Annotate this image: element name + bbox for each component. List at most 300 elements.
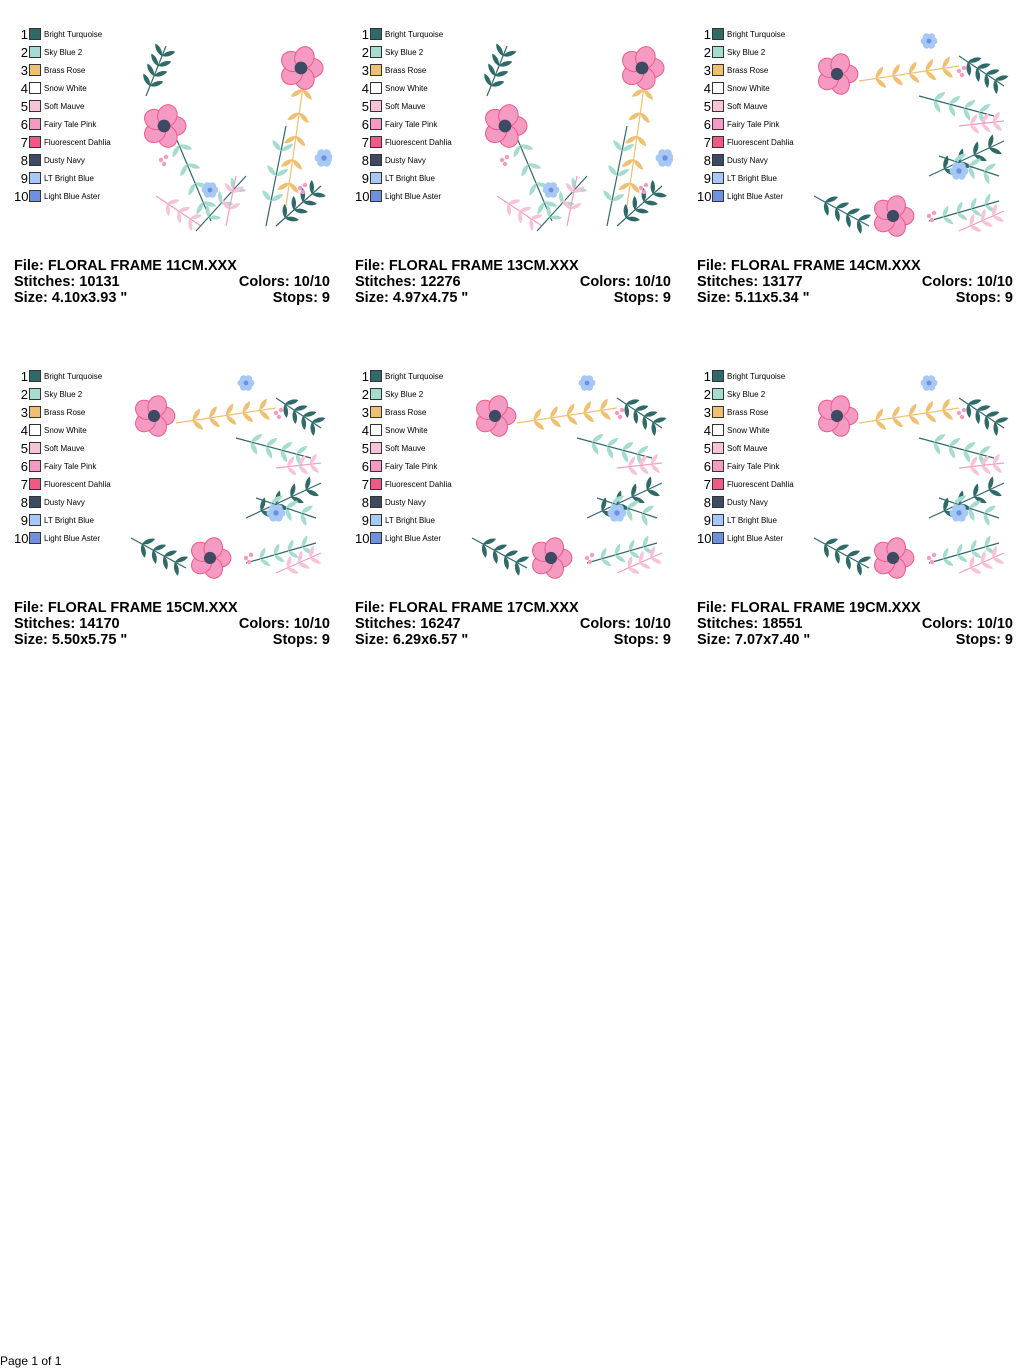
thread-color-name: Snow White <box>727 425 770 435</box>
thread-number: 2 <box>703 44 711 60</box>
thread-number: 5 <box>20 98 28 114</box>
thread-number: 10 <box>697 188 712 204</box>
color-swatch <box>712 190 724 202</box>
thread-number: 1 <box>20 368 28 384</box>
color-swatch <box>29 64 41 76</box>
color-swatch <box>712 514 724 526</box>
thread-number: 4 <box>361 422 369 438</box>
thread-number: 2 <box>361 44 369 60</box>
thread-color-row <box>14 404 85 420</box>
thread-color-row <box>14 170 94 186</box>
thread-color-name: Fairy Tale Pink <box>385 119 438 129</box>
color-swatch <box>370 154 382 166</box>
stitches-line <box>697 616 1013 632</box>
thread-color-row <box>14 422 87 438</box>
thread-color-row <box>14 368 102 384</box>
file-name: File: FLORAL FRAME 19CM.XXX <box>697 600 921 616</box>
thread-color-name: Light Blue Aster <box>727 533 784 543</box>
thread-color-row <box>355 530 441 546</box>
color-swatch <box>712 478 724 490</box>
thread-number: 2 <box>703 386 711 402</box>
file-name: File: FLORAL FRAME 13CM.XXX <box>355 258 579 274</box>
color-swatch <box>712 82 724 94</box>
thread-number: 6 <box>361 116 369 132</box>
file-line <box>14 258 330 274</box>
thread-number: 1 <box>703 368 711 384</box>
design-card <box>14 368 330 668</box>
thread-color-row <box>355 170 435 186</box>
thread-number: 2 <box>20 386 28 402</box>
thread-color-row <box>14 386 82 402</box>
stitch-count: Stitches: 12276 <box>355 274 461 290</box>
thread-color-row <box>14 116 96 132</box>
thread-number: 8 <box>361 152 369 168</box>
thread-number: 2 <box>361 386 369 402</box>
color-swatch <box>29 370 41 382</box>
design-size: Size: 4.97x4.75 " <box>355 290 469 306</box>
color-swatch <box>712 496 724 508</box>
design-preview-image <box>467 368 673 582</box>
thread-color-name: Bright Turquoise <box>44 371 103 381</box>
thread-number: 6 <box>20 458 28 474</box>
color-swatch <box>370 406 382 418</box>
color-swatch <box>712 118 724 130</box>
thread-number: 3 <box>361 62 369 78</box>
thread-number: 3 <box>361 404 369 420</box>
color-swatch <box>370 100 382 112</box>
design-preview-image <box>126 26 332 240</box>
design-card <box>14 26 330 326</box>
thread-color-row <box>14 494 85 510</box>
thread-color-name: Fluorescent Dahlia <box>727 479 794 489</box>
thread-number: 1 <box>20 26 28 42</box>
stitch-count: Stitches: 14170 <box>14 616 120 632</box>
thread-color-name: Fluorescent Dahlia <box>44 479 111 489</box>
color-swatch <box>370 460 382 472</box>
thread-color-row <box>355 476 452 492</box>
color-swatch <box>370 442 382 454</box>
color-swatch <box>29 190 41 202</box>
thread-number: 7 <box>361 476 369 492</box>
color-swatch <box>712 154 724 166</box>
color-swatch <box>370 190 382 202</box>
thread-color-name: Bright Turquoise <box>44 29 103 39</box>
file-line <box>697 258 1013 274</box>
thread-color-row <box>697 422 770 438</box>
thread-color-name: Soft Mauve <box>385 443 426 453</box>
thread-color-name: Sky Blue 2 <box>385 47 424 57</box>
design-preview-image <box>809 26 1015 240</box>
color-swatch <box>29 442 41 454</box>
thread-color-row <box>697 476 794 492</box>
thread-number: 4 <box>20 422 28 438</box>
size-line <box>14 632 330 648</box>
thread-color-row <box>697 152 768 168</box>
thread-color-name: Dusty Navy <box>727 155 768 165</box>
thread-number: 10 <box>14 188 29 204</box>
color-swatch <box>29 28 41 40</box>
size-line <box>697 290 1013 306</box>
thread-color-name: Dusty Navy <box>385 497 426 507</box>
thread-number: 6 <box>703 458 711 474</box>
color-swatch <box>370 370 382 382</box>
thread-number: 3 <box>703 62 711 78</box>
thread-number: 1 <box>703 26 711 42</box>
thread-color-row <box>697 494 768 510</box>
color-count: Colors: 10/10 <box>579 274 671 290</box>
thread-color-row <box>697 440 767 456</box>
thread-color-name: Brass Rose <box>727 407 769 417</box>
color-count: Colors: 10/10 <box>238 616 330 632</box>
thread-color-row <box>355 386 423 402</box>
thread-color-row <box>14 62 85 78</box>
thread-color-row <box>355 134 452 150</box>
color-swatch <box>370 532 382 544</box>
thread-color-row <box>697 386 765 402</box>
thread-number: 9 <box>20 170 28 186</box>
thread-color-row <box>697 512 777 528</box>
thread-color-name: Snow White <box>44 83 87 93</box>
thread-color-name: Fluorescent Dahlia <box>385 137 452 147</box>
stop-count: Stops: 9 <box>955 632 1013 648</box>
thread-color-name: Dusty Navy <box>44 497 85 507</box>
thread-color-name: Brass Rose <box>44 65 86 75</box>
thread-color-row <box>14 530 100 546</box>
thread-color-name: Brass Rose <box>385 407 427 417</box>
stitches-line <box>355 274 671 290</box>
thread-number: 10 <box>355 530 370 546</box>
thread-color-name: Soft Mauve <box>44 443 85 453</box>
thread-color-row <box>14 80 87 96</box>
color-swatch <box>370 514 382 526</box>
color-swatch <box>712 406 724 418</box>
thread-number: 8 <box>703 494 711 510</box>
thread-color-row <box>697 188 783 204</box>
thread-color-row <box>697 80 770 96</box>
design-info <box>355 258 671 306</box>
thread-number: 8 <box>20 152 28 168</box>
thread-color-row <box>355 404 426 420</box>
color-swatch <box>370 172 382 184</box>
thread-color-name: Fluorescent Dahlia <box>727 137 794 147</box>
color-swatch <box>29 460 41 472</box>
color-swatch <box>29 118 41 130</box>
color-swatch <box>712 28 724 40</box>
design-info <box>697 600 1013 648</box>
design-size: Size: 5.11x5.34 " <box>697 290 810 306</box>
stop-count: Stops: 9 <box>955 290 1013 306</box>
thread-color-name: Light Blue Aster <box>44 191 101 201</box>
thread-color-name: Dusty Navy <box>44 155 85 165</box>
color-swatch <box>29 388 41 400</box>
file-name: File: FLORAL FRAME 15CM.XXX <box>14 600 238 616</box>
thread-color-name: Soft Mauve <box>727 443 768 453</box>
color-swatch <box>370 424 382 436</box>
thread-number: 5 <box>20 440 28 456</box>
design-preview-image <box>126 368 332 582</box>
thread-number: 10 <box>697 530 712 546</box>
thread-number: 4 <box>361 80 369 96</box>
thread-color-row <box>697 530 783 546</box>
thread-number: 9 <box>361 170 369 186</box>
size-line <box>14 290 330 306</box>
thread-color-row <box>14 44 82 60</box>
color-swatch <box>712 388 724 400</box>
color-count: Colors: 10/10 <box>238 274 330 290</box>
thread-color-name: Dusty Navy <box>727 497 768 507</box>
thread-color-name: Brass Rose <box>727 65 769 75</box>
color-swatch <box>370 82 382 94</box>
design-preview-image <box>467 26 673 240</box>
thread-color-name: Soft Mauve <box>727 101 768 111</box>
thread-color-name: LT Bright Blue <box>44 515 94 525</box>
thread-color-row <box>697 404 768 420</box>
thread-color-name: Fairy Tale Pink <box>385 461 438 471</box>
design-info <box>697 258 1013 306</box>
thread-color-name: Fairy Tale Pink <box>44 119 97 129</box>
thread-color-row <box>697 458 779 474</box>
thread-number: 6 <box>20 116 28 132</box>
stitch-count: Stitches: 18551 <box>697 616 803 632</box>
thread-number: 9 <box>20 512 28 528</box>
thread-color-name: Fairy Tale Pink <box>727 119 780 129</box>
thread-color-name: Fairy Tale Pink <box>44 461 97 471</box>
thread-color-row <box>14 476 111 492</box>
thread-number: 4 <box>703 422 711 438</box>
thread-number: 9 <box>361 512 369 528</box>
thread-color-name: Brass Rose <box>44 407 86 417</box>
thread-number: 8 <box>361 494 369 510</box>
thread-color-row <box>697 170 777 186</box>
color-swatch <box>29 136 41 148</box>
thread-color-row <box>14 458 96 474</box>
thread-color-row <box>14 98 84 114</box>
thread-color-name: Dusty Navy <box>385 155 426 165</box>
thread-number: 10 <box>355 188 370 204</box>
thread-color-row <box>697 116 779 132</box>
thread-color-name: Sky Blue 2 <box>385 389 424 399</box>
color-count: Colors: 10/10 <box>921 616 1013 632</box>
color-swatch <box>712 370 724 382</box>
thread-color-name: Bright Turquoise <box>385 371 444 381</box>
thread-color-name: LT Bright Blue <box>727 515 777 525</box>
thread-color-name: Fluorescent Dahlia <box>385 479 452 489</box>
thread-color-row <box>355 116 437 132</box>
file-line <box>355 258 671 274</box>
stop-count: Stops: 9 <box>613 290 671 306</box>
design-info <box>14 258 330 306</box>
thread-color-name: Soft Mauve <box>385 101 426 111</box>
thread-color-row <box>697 62 768 78</box>
color-count: Colors: 10/10 <box>921 274 1013 290</box>
thread-color-row <box>355 422 428 438</box>
thread-color-name: Sky Blue 2 <box>727 47 766 57</box>
design-size: Size: 7.07x7.40 " <box>697 632 811 648</box>
color-count: Colors: 10/10 <box>579 616 671 632</box>
color-swatch <box>712 460 724 472</box>
thread-color-name: Brass Rose <box>385 65 427 75</box>
color-swatch <box>370 28 382 40</box>
design-card <box>355 368 671 668</box>
file-name: File: FLORAL FRAME 17CM.XXX <box>355 600 579 616</box>
thread-color-row <box>355 26 443 42</box>
thread-color-name: LT Bright Blue <box>385 515 435 525</box>
thread-number: 4 <box>20 80 28 96</box>
thread-number: 3 <box>20 404 28 420</box>
thread-color-row <box>697 368 785 384</box>
thread-color-row <box>697 98 767 114</box>
color-swatch <box>370 64 382 76</box>
design-info <box>14 600 330 648</box>
thread-color-name: Light Blue Aster <box>385 191 442 201</box>
thread-number: 7 <box>20 476 28 492</box>
design-card <box>697 368 1013 668</box>
thread-number: 3 <box>703 404 711 420</box>
thread-number: 1 <box>361 26 369 42</box>
color-swatch <box>712 442 724 454</box>
color-swatch <box>29 424 41 436</box>
color-swatch <box>29 496 41 508</box>
size-line <box>355 632 671 648</box>
file-name: File: FLORAL FRAME 11CM.XXX <box>14 258 237 274</box>
design-size: Size: 6.29x6.57 " <box>355 632 469 648</box>
design-card <box>697 26 1013 326</box>
thread-color-row <box>355 368 443 384</box>
thread-number: 5 <box>361 440 369 456</box>
thread-color-row <box>355 458 437 474</box>
color-swatch <box>29 514 41 526</box>
thread-color-row <box>355 494 426 510</box>
thread-color-name: Snow White <box>385 83 428 93</box>
thread-color-name: LT Bright Blue <box>385 173 435 183</box>
color-swatch <box>370 388 382 400</box>
stitches-line <box>14 274 330 290</box>
thread-number: 7 <box>361 134 369 150</box>
thread-color-name: Snow White <box>727 83 770 93</box>
thread-color-row <box>355 512 435 528</box>
thread-number: 9 <box>703 512 711 528</box>
thread-number: 8 <box>20 494 28 510</box>
thread-color-row <box>14 512 94 528</box>
color-swatch <box>370 478 382 490</box>
thread-number: 6 <box>361 458 369 474</box>
thread-number: 5 <box>703 98 711 114</box>
stitch-count: Stitches: 10131 <box>14 274 120 290</box>
thread-number: 5 <box>361 98 369 114</box>
thread-color-name: Light Blue Aster <box>727 191 784 201</box>
thread-color-row <box>355 98 425 114</box>
stitches-line <box>14 616 330 632</box>
color-swatch <box>29 532 41 544</box>
color-swatch <box>712 136 724 148</box>
stitch-count: Stitches: 16247 <box>355 616 461 632</box>
thread-color-row <box>14 188 100 204</box>
thread-number: 7 <box>703 476 711 492</box>
color-swatch <box>712 172 724 184</box>
color-swatch <box>712 100 724 112</box>
color-swatch <box>29 46 41 58</box>
thread-color-name: Bright Turquoise <box>727 371 786 381</box>
thread-number: 5 <box>703 440 711 456</box>
thread-number: 7 <box>703 134 711 150</box>
thread-color-name: Light Blue Aster <box>385 533 442 543</box>
file-name: File: FLORAL FRAME 14CM.XXX <box>697 258 921 274</box>
design-size: Size: 5.50x5.75 " <box>14 632 128 648</box>
thread-color-row <box>697 44 765 60</box>
stitches-line <box>697 274 1013 290</box>
color-swatch <box>712 46 724 58</box>
thread-number: 3 <box>20 62 28 78</box>
stop-count: Stops: 9 <box>272 290 330 306</box>
thread-color-name: Sky Blue 2 <box>44 47 83 57</box>
file-line <box>697 600 1013 616</box>
thread-color-name: Soft Mauve <box>44 101 85 111</box>
thread-number: 6 <box>703 116 711 132</box>
thread-color-row <box>14 26 102 42</box>
thread-color-row <box>355 80 428 96</box>
thread-number: 8 <box>703 152 711 168</box>
thread-number: 1 <box>361 368 369 384</box>
color-swatch <box>712 64 724 76</box>
thread-number: 2 <box>20 44 28 60</box>
thread-number: 10 <box>14 530 29 546</box>
color-swatch <box>370 46 382 58</box>
thread-color-row <box>355 152 426 168</box>
stop-count: Stops: 9 <box>272 632 330 648</box>
design-card <box>355 26 671 326</box>
thread-color-row <box>355 44 423 60</box>
size-line <box>355 290 671 306</box>
thread-color-row <box>355 188 441 204</box>
thread-number: 9 <box>703 170 711 186</box>
stop-count: Stops: 9 <box>613 632 671 648</box>
design-preview-image <box>809 368 1015 582</box>
thread-number: 7 <box>20 134 28 150</box>
thread-color-name: Snow White <box>385 425 428 435</box>
thread-color-name: Bright Turquoise <box>727 29 786 39</box>
color-swatch <box>370 118 382 130</box>
thread-color-name: Fairy Tale Pink <box>727 461 780 471</box>
color-swatch <box>29 82 41 94</box>
design-size: Size: 4.10x3.93 " <box>14 290 128 306</box>
thread-color-row <box>697 26 785 42</box>
thread-color-row <box>355 62 426 78</box>
stitches-line <box>355 616 671 632</box>
thread-color-name: LT Bright Blue <box>727 173 777 183</box>
thread-color-row <box>355 440 425 456</box>
thread-color-row <box>14 134 111 150</box>
color-swatch <box>29 406 41 418</box>
file-line <box>14 600 330 616</box>
thread-color-name: Sky Blue 2 <box>727 389 766 399</box>
page-indicator: Page 1 of 1 <box>0 1354 62 1368</box>
color-swatch <box>370 136 382 148</box>
thread-color-name: Bright Turquoise <box>385 29 444 39</box>
color-swatch <box>370 496 382 508</box>
thread-color-row <box>14 440 84 456</box>
size-line <box>697 632 1013 648</box>
thread-color-name: Sky Blue 2 <box>44 389 83 399</box>
design-info <box>355 600 671 648</box>
color-swatch <box>29 100 41 112</box>
stitch-count: Stitches: 13177 <box>697 274 803 290</box>
color-swatch <box>712 424 724 436</box>
thread-number: 4 <box>703 80 711 96</box>
color-swatch <box>29 478 41 490</box>
thread-color-row <box>14 152 85 168</box>
file-line <box>355 600 671 616</box>
color-swatch <box>29 154 41 166</box>
